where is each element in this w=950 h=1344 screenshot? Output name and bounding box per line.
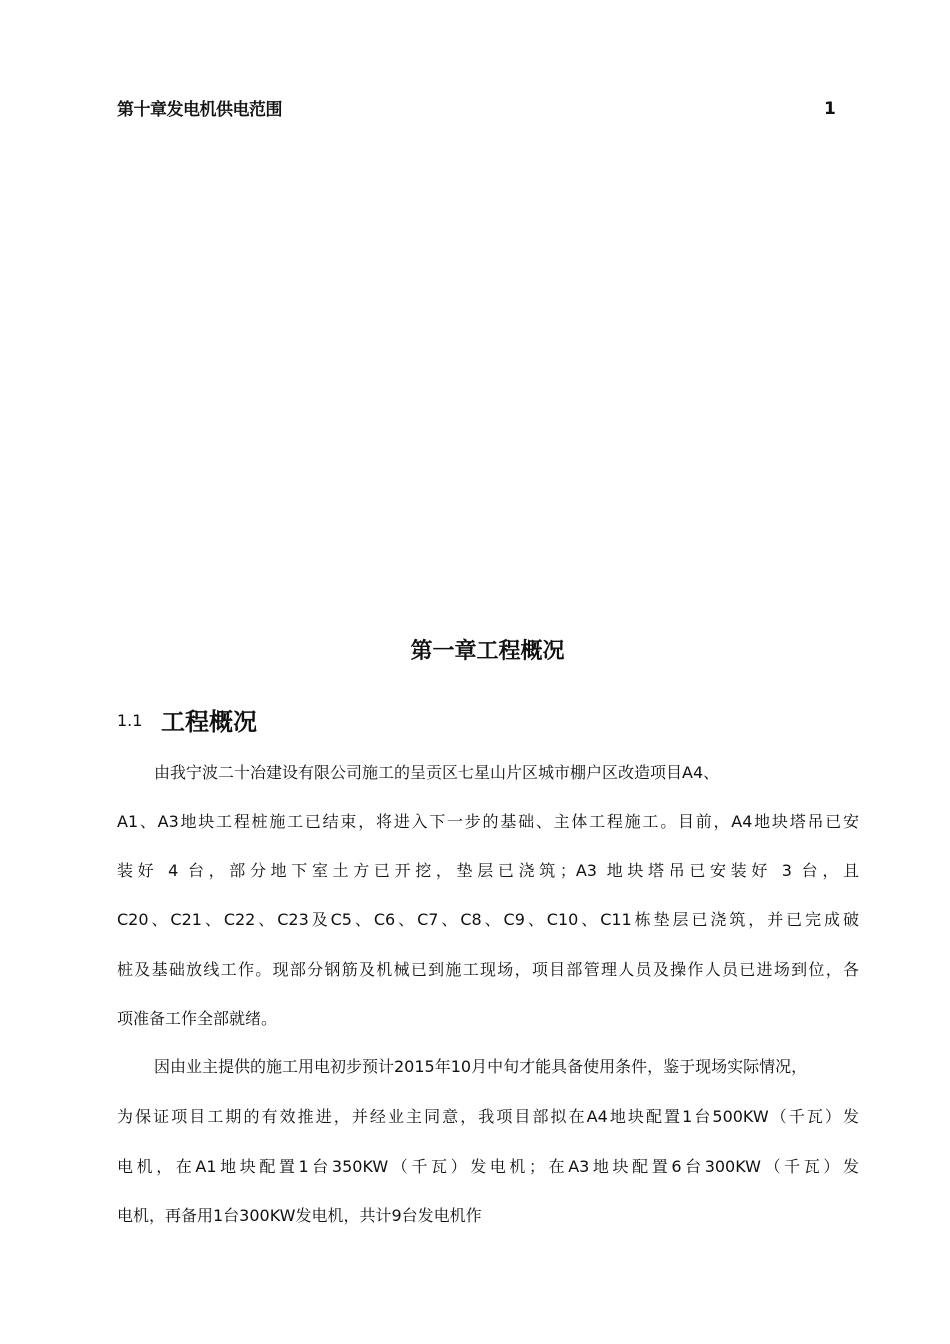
paragraph-line: 电机，再备用1台300KW发电机，共计9台发电机作 [117, 1206, 482, 1225]
paragraph-line: 项准备工作全部就绪。 [117, 1009, 278, 1028]
toc-entry-title: 第十章发电机供电范围 [117, 100, 282, 120]
paragraph-line: 装好 4 台，部分地下室土方已开挖，垫层已浇筑；A3 地块塔吊已安装好 3 台，且 [117, 861, 859, 880]
paragraph-line: 因由业主提供的施工用电初步预计2015年10月中旬才能具备使用条件，鉴于现场实际情况， [154, 1057, 808, 1076]
paragraph-line: 由我宁波二十冶建设有限公司施工的呈贡区七星山片区城市棚户区改造项目A4、 [154, 763, 720, 782]
chapter-title: 第一章工程概况 [410, 639, 565, 664]
paragraph-line: 桩及基础放线工作。现部分钢筋及机械已到施工现场，项目部管理人员及操作人员已进场到位，各 [117, 960, 859, 979]
section-title: 工程概况 [161, 708, 257, 736]
paragraph-line: A1、A3地块工程桩施工已结束，将进入下一步的基础、主体工程施工。目前，A4地块塔吊已安 [117, 812, 859, 831]
paragraph-line: C20、C21、C22、C23及C5、C6、C7、C8、C9、C10、C11栋垫层已浇筑，并已完成破 [117, 910, 859, 929]
paragraph-line: 为保证项目工期的有效推进，并经业主同意，我项目部拟在A4地块配置1台500KW（千瓦）发 [117, 1107, 859, 1126]
section-number: 1.1 [117, 711, 143, 730]
paragraph-line: 电机，在A1地块配置1台350KW（千瓦）发电机；在A3地块配置6台300KW（千瓦）发 [117, 1157, 859, 1176]
toc-page-number: 1 [824, 99, 836, 119]
